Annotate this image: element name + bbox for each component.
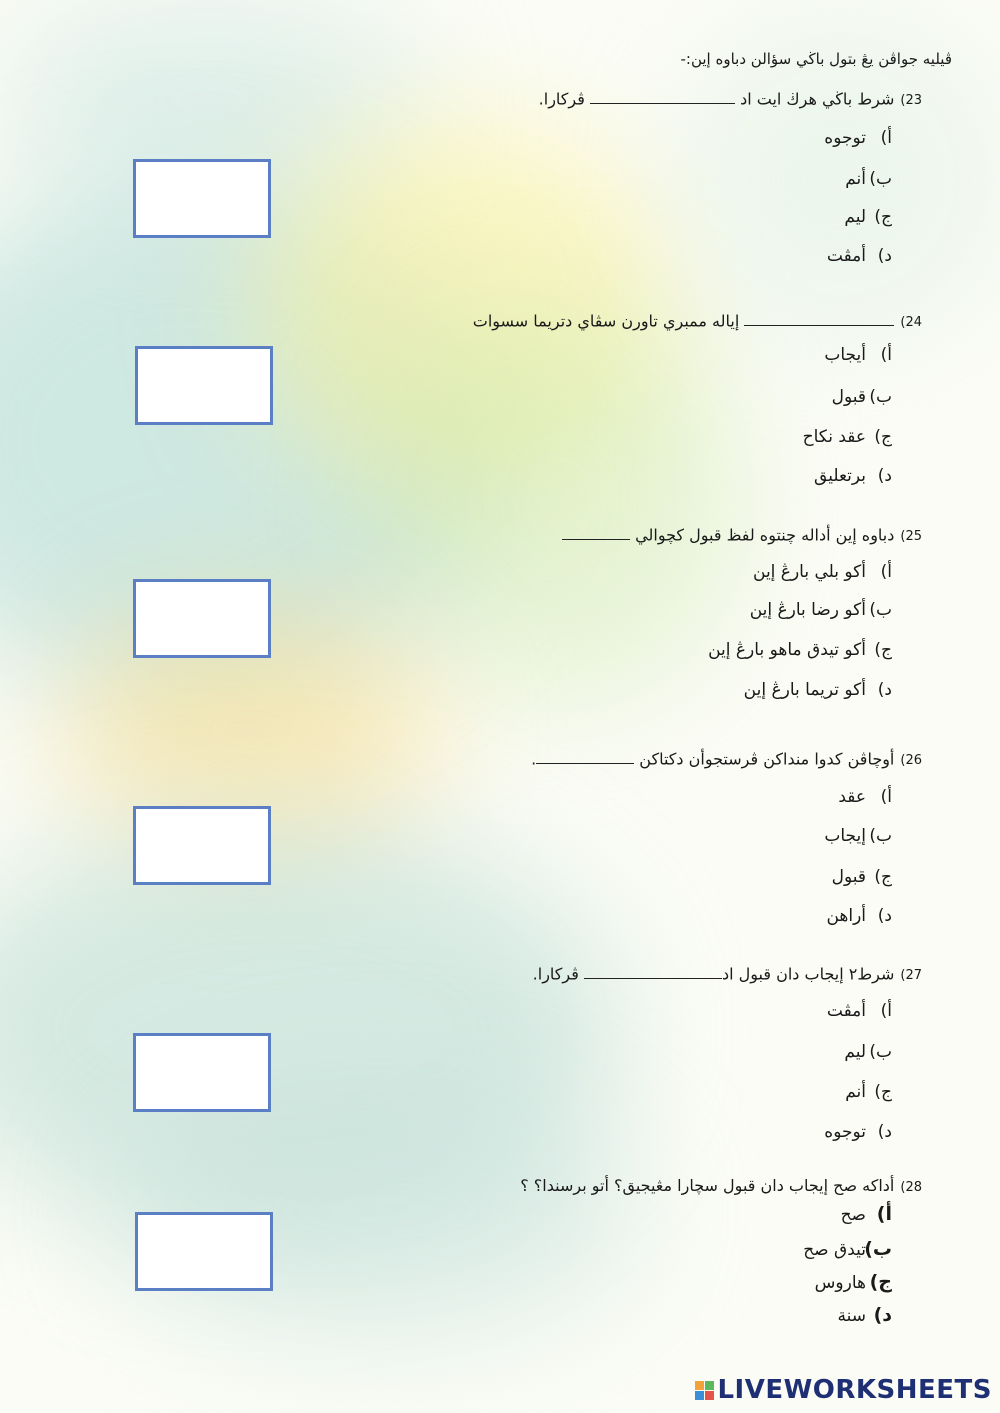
question-25 <box>562 525 922 544</box>
option-letter: ج) <box>874 427 892 447</box>
logo-icon <box>695 1381 714 1400</box>
question-text: شرط باڬي هرڬ ايت اد <box>740 89 895 109</box>
option-text: ليم <box>844 207 866 227</box>
option-text: صح <box>840 1205 866 1225</box>
option-letter: ب) <box>864 1238 892 1260</box>
option-text: أكو تيدق ماهو بارڠ إين <box>708 640 866 660</box>
fill-blank <box>744 311 894 326</box>
question-text: دباوه إين أداله چنتوه لفظ قبول كچوالي <box>635 525 895 545</box>
logo-square <box>705 1381 714 1390</box>
option-text: توجوه <box>824 128 866 148</box>
option-d <box>826 906 892 926</box>
option-text: أكو تريما بارڠ إين <box>743 680 866 700</box>
option-a <box>838 787 892 807</box>
answer-box-28[interactable] <box>135 1212 273 1291</box>
option-b <box>824 826 892 846</box>
option-letter: د) <box>873 1304 892 1326</box>
fill-blank <box>536 749 634 764</box>
option-letter: ب) <box>869 169 892 189</box>
option-d <box>814 466 892 486</box>
answer-box-26[interactable] <box>133 806 271 885</box>
option-letter: ب) <box>869 826 892 846</box>
question-28 <box>520 1176 922 1195</box>
option-b <box>750 600 892 620</box>
option-letter: ج) <box>869 1271 892 1293</box>
option-letter: ب) <box>869 600 892 620</box>
answer-box-24[interactable] <box>135 346 273 425</box>
question-text: ڤركارا. <box>538 89 585 109</box>
option-d <box>744 680 892 700</box>
option-text: أمڤت <box>826 246 866 266</box>
option-text: أيجاب <box>824 345 866 365</box>
option-a <box>753 562 892 582</box>
question-number: 23) <box>900 93 922 109</box>
option-letter: ج) <box>874 207 892 227</box>
option-text: توجوه <box>824 1122 866 1142</box>
question-26 <box>531 749 922 768</box>
option-a <box>824 345 892 365</box>
option-b <box>844 1042 892 1062</box>
option-b <box>845 169 892 189</box>
option-letter: د) <box>877 1122 892 1142</box>
option-text: تيدق صح <box>803 1240 866 1260</box>
fill-blank <box>590 89 735 104</box>
option-text: قبول <box>831 387 866 407</box>
option-letter: ب) <box>869 387 892 407</box>
logo-square <box>695 1381 704 1390</box>
option-a <box>824 128 892 148</box>
option-letter: أ) <box>880 787 892 807</box>
question-text: أوچاڤن كدوا منداكن ڤرستجوأن دكتاكن <box>639 749 895 769</box>
question-text: ڤركارا. <box>532 964 579 984</box>
question-text: أداكه صح إيجاب دان قبول سچارا مڠيجيق؟ أتو برسندا؟ ؟ <box>520 1176 895 1195</box>
option-a <box>827 1001 892 1021</box>
question-text: إياله ممبري تاورن سڤاي دتريما سسوات <box>472 311 740 331</box>
option-text: أكو بلي بارڠ إين <box>753 562 866 582</box>
question-text: شرط٢ إيجاب دان قبول اد <box>721 964 895 984</box>
option-letter: ج) <box>874 640 892 660</box>
option-c <box>815 1271 892 1293</box>
option-letter: أ) <box>880 345 892 365</box>
option-letter: ب) <box>869 1042 892 1062</box>
option-letter: ج) <box>874 867 892 887</box>
option-c <box>832 867 892 887</box>
option-text: إيجاب <box>824 826 866 846</box>
option-text: عقد <box>838 787 866 807</box>
option-b <box>803 1238 892 1260</box>
logo-square <box>695 1391 704 1400</box>
option-text: برتعليق <box>814 466 866 486</box>
liveworksheets-logo <box>695 1375 992 1405</box>
question-24 <box>473 311 922 330</box>
option-letter: د) <box>877 906 892 926</box>
question-text: . <box>531 749 537 769</box>
option-d <box>838 1304 893 1326</box>
option-c <box>708 640 892 660</box>
answer-box-23[interactable] <box>133 159 271 238</box>
option-d <box>827 246 892 266</box>
option-text: أكو رضا بارڠ إين <box>749 600 866 620</box>
question-number: 26) <box>900 753 922 769</box>
option-letter: أ) <box>880 128 892 148</box>
question-27 <box>533 964 922 983</box>
fill-blank <box>562 525 630 540</box>
option-b <box>832 387 892 407</box>
option-letter: د) <box>877 680 892 700</box>
option-text: ليم <box>844 1042 866 1062</box>
option-letter: د) <box>877 466 892 486</box>
option-c <box>844 207 892 227</box>
option-letter: أ) <box>880 1001 892 1021</box>
question-number: 24) <box>900 315 922 331</box>
question-number: 28) <box>900 1180 922 1195</box>
logo-square <box>705 1391 714 1400</box>
option-letter: ج) <box>874 1082 892 1102</box>
option-letter: أ) <box>880 562 892 582</box>
option-text: سنة <box>837 1306 866 1326</box>
option-text: عقد نكاح <box>802 427 866 447</box>
answer-box-27[interactable] <box>133 1033 271 1112</box>
logo-text: LIVEWORKSHEETS <box>717 1375 992 1405</box>
option-text: هاروس <box>814 1273 866 1293</box>
option-letter: أ) <box>876 1203 892 1225</box>
option-letter: د) <box>877 246 892 266</box>
option-c <box>803 427 892 447</box>
option-text: قبول <box>831 867 866 887</box>
question-number: 25) <box>900 529 922 545</box>
option-a <box>841 1203 892 1225</box>
option-text: أنم <box>845 169 866 189</box>
option-text: أمڤت <box>826 1001 866 1021</box>
question-23 <box>539 89 922 108</box>
question-number: 27) <box>900 968 922 984</box>
instruction-heading: ڤيليه جواڤن يڠ بتول باڬي سؤالن دباوه إين:- <box>680 50 952 68</box>
option-text: أراهن <box>826 906 866 926</box>
option-c <box>845 1082 892 1102</box>
fill-blank <box>584 964 722 979</box>
option-d <box>824 1122 892 1142</box>
option-text: أنم <box>845 1082 866 1102</box>
answer-box-25[interactable] <box>133 579 271 658</box>
